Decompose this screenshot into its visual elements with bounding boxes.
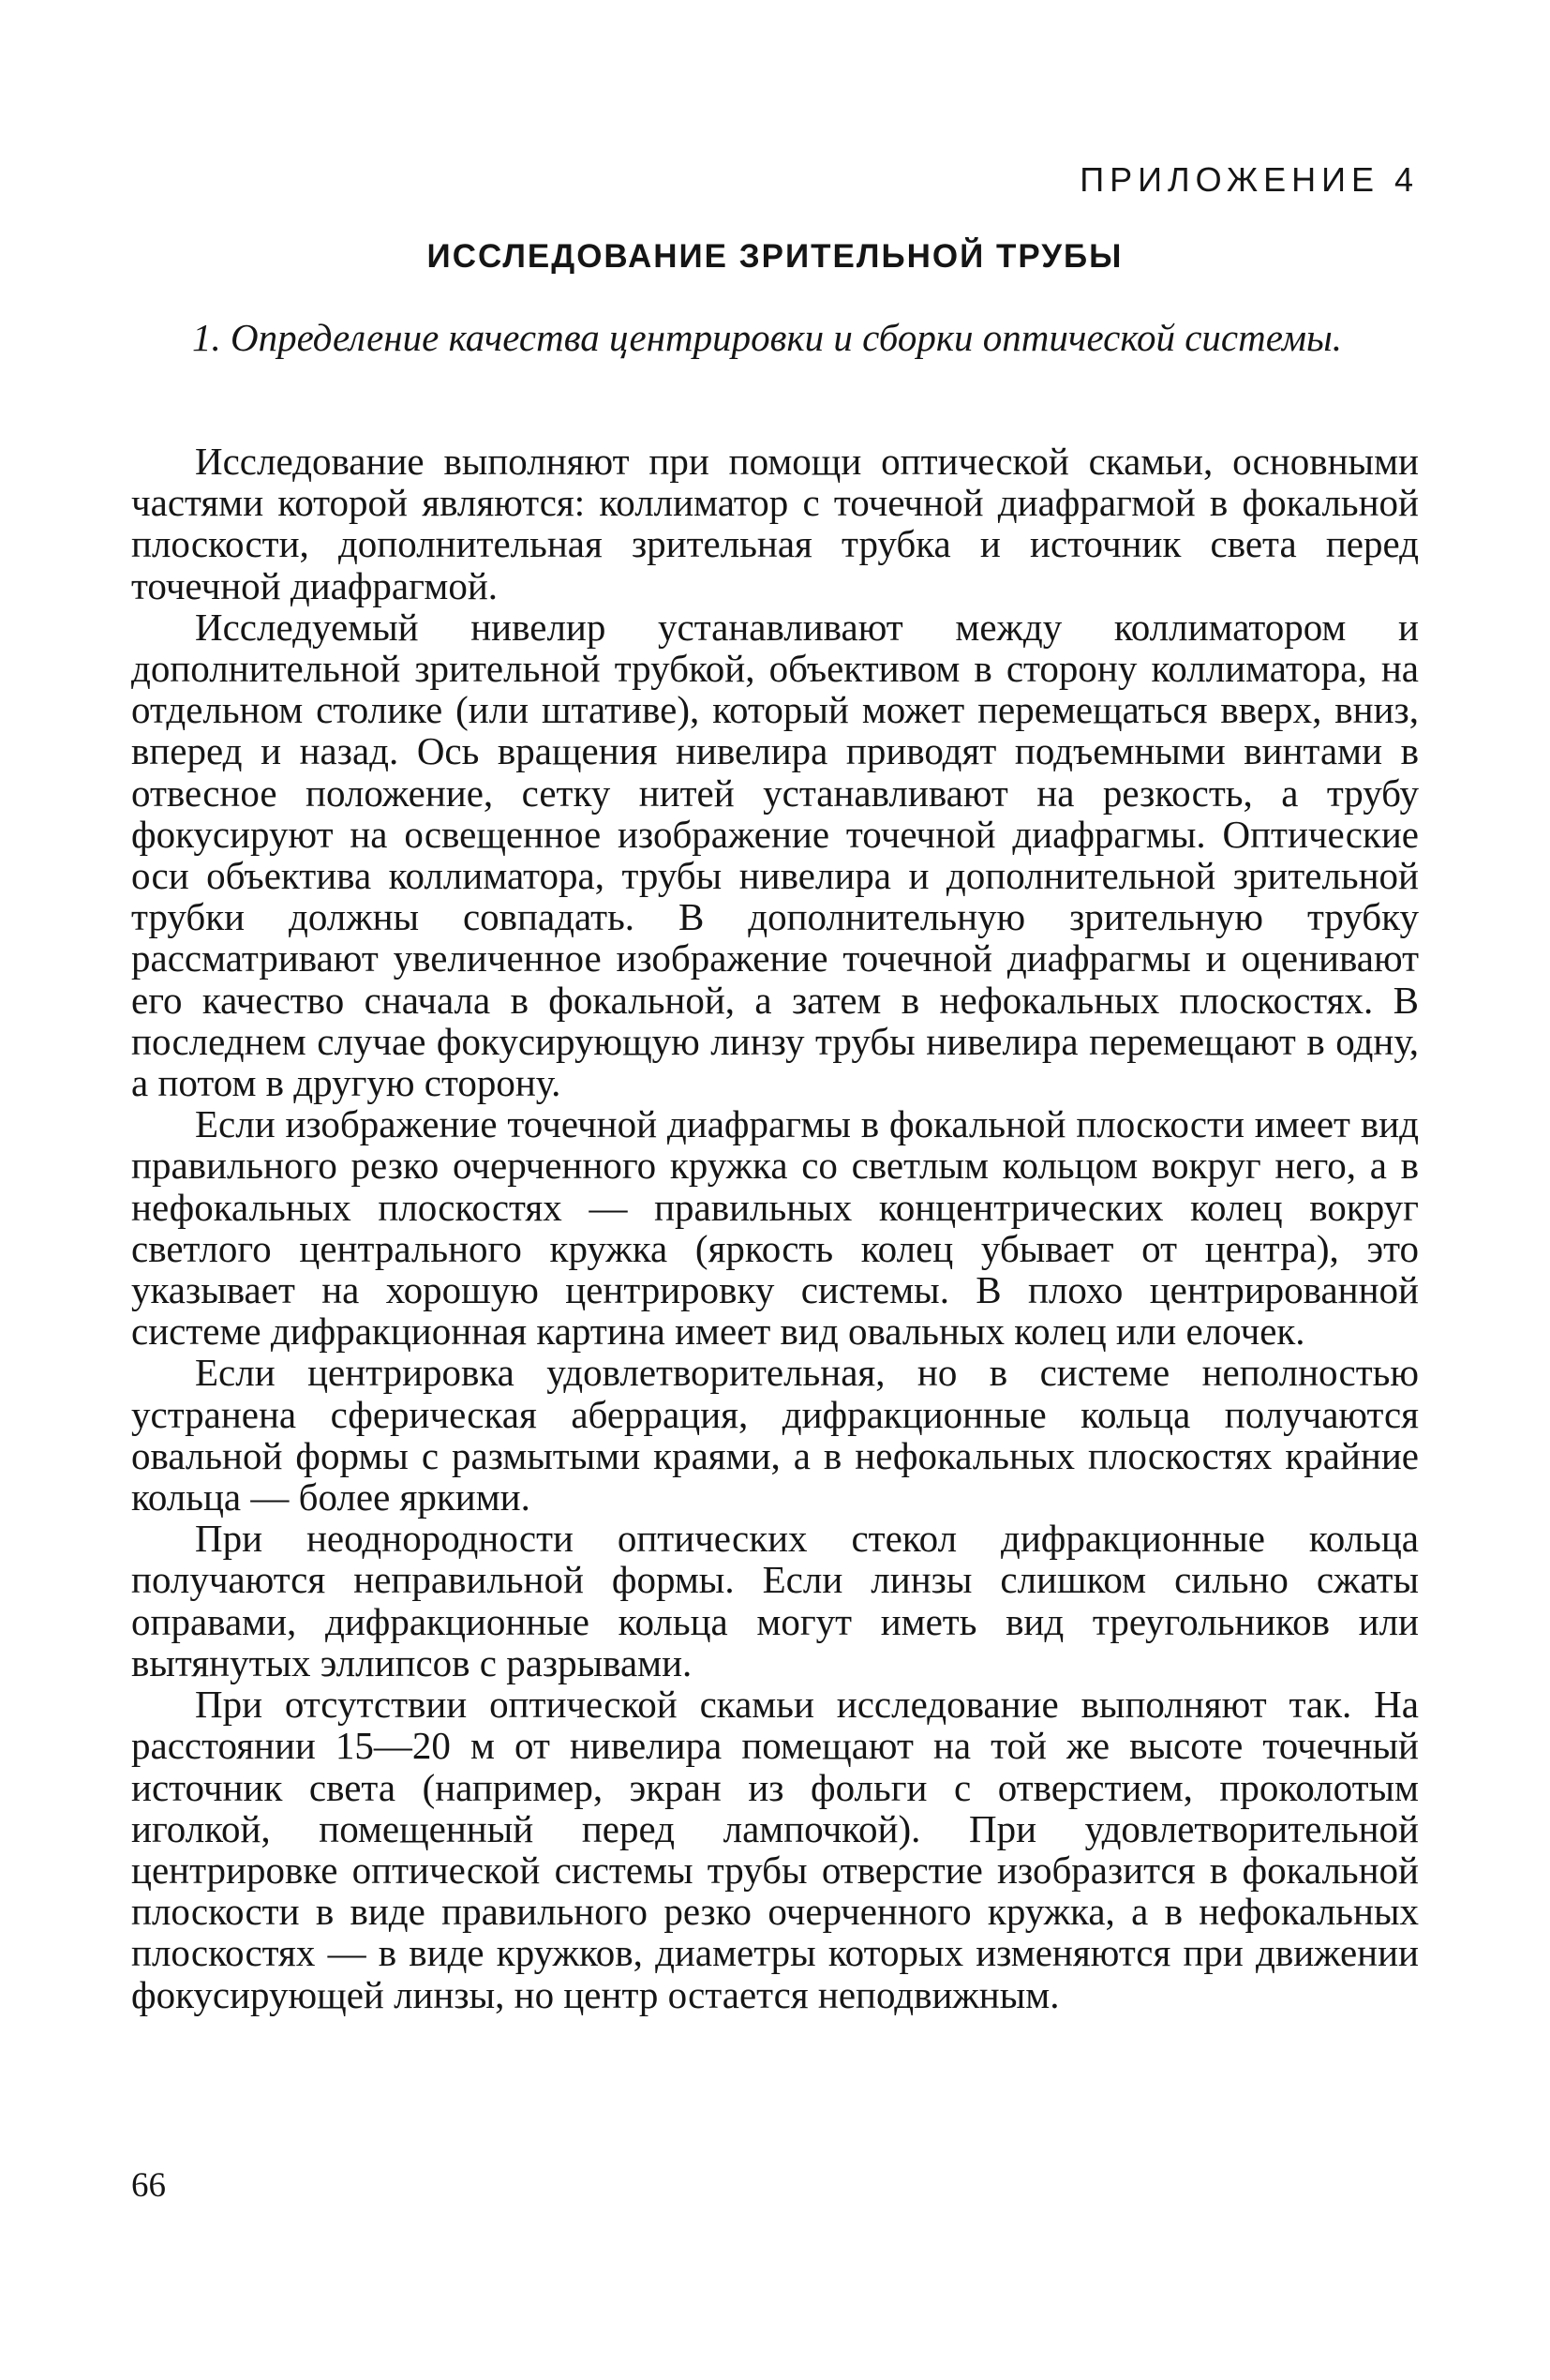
page-title: ИССЛЕДОВАНИЕ ЗРИТЕЛЬНОЙ ТРУБЫ xyxy=(426,238,1124,275)
paragraph: Исследование выполняют при помощи оптической скамьи, основными частями которой являются: коллиматор с точечной диафрагмой в фокальной плоскости, дополнительная зрительная трубка и источник света перед точечной диафрагмой. xyxy=(131,440,1419,607)
page-number: 66 xyxy=(131,2166,166,2205)
paragraph: При отсутствии оптической скамьи исследование выполняют так. На расстоянии 15—20 м от нивелира помещают на той же высоте точечный источник света (например, экран из фольги с отверстием, проколотым иголкой, помещенный перед лампочкой). При удовлетворительной центрировке оптической системы трубы отверстие изобразится в фокальной плоскости в виде правильного резко очерченного кружка, а в нефокальных плоскостях — в виде кружков, диаметры которых изменяются при движении фокусирующей линзы, но центр остается неподвижным. xyxy=(131,1683,1419,2016)
paragraph: Если центрировка удовлетворительная, но в системе неполностью устранена сферическая аберрация, дифракционные кольца получаются овальной формы с размытыми краями, а в нефокальных плоскостях крайние кольца — более яркими. xyxy=(131,1351,1419,1519)
body-text xyxy=(131,441,1419,2015)
paragraph: При неоднородности оптических стекол дифракционные кольца получаются неправильной формы. Если линзы слишком сильно сжаты оправами, дифракционные кольца могут иметь вид треугольников или вытянутых эллипсов с разрывами. xyxy=(131,1517,1419,1684)
paragraph: Исследуемый нивелир устанавливают между коллиматором и дополнительной зрительной трубкой, объективом в сторону коллиматора, на отдельном столике (или штативе), который может перемещаться вверх, вниз, вперед и назад. Ось вращения нивелира приводят подъемными винтами в отвесное положение, сетку нитей устанавливают на резкость, а трубу фокусируют на освещенное изображение точечной диафрагмы. Оптические оси объектива коллиматора, трубы нивелира и дополнительной зрительной трубки должны совпадать. В дополнительную зрительную трубку рассматривают увеличенное изображение точечной диафрагмы и оценивают его качество сначала в фокальной, а затем в нефокальных плоскостях. В последнем случае фокусирующую линзу трубы нивелира перемещают в одну, а потом в другую сторону. xyxy=(131,605,1419,1105)
section-heading: 1. Определение качества центрировки и сборки оптической системы. xyxy=(192,316,1343,359)
appendix-label: ПРИЛОЖЕНИЕ 4 xyxy=(1080,160,1419,199)
paragraph: Если изображение точечной диафрагмы в фокальной плоскости имеет вид правильного резко очерченного кружка со светлым кольцом вокруг него, а в нефокальных плоскостях — правильных концентрических колец вокруг светлого центрального кружка (яркость колец убывает от центра), это указывает на хорошую центрировку системы. В плохо центрированной системе дифракционная картина имеет вид овальных колец или елочек. xyxy=(131,1102,1419,1354)
